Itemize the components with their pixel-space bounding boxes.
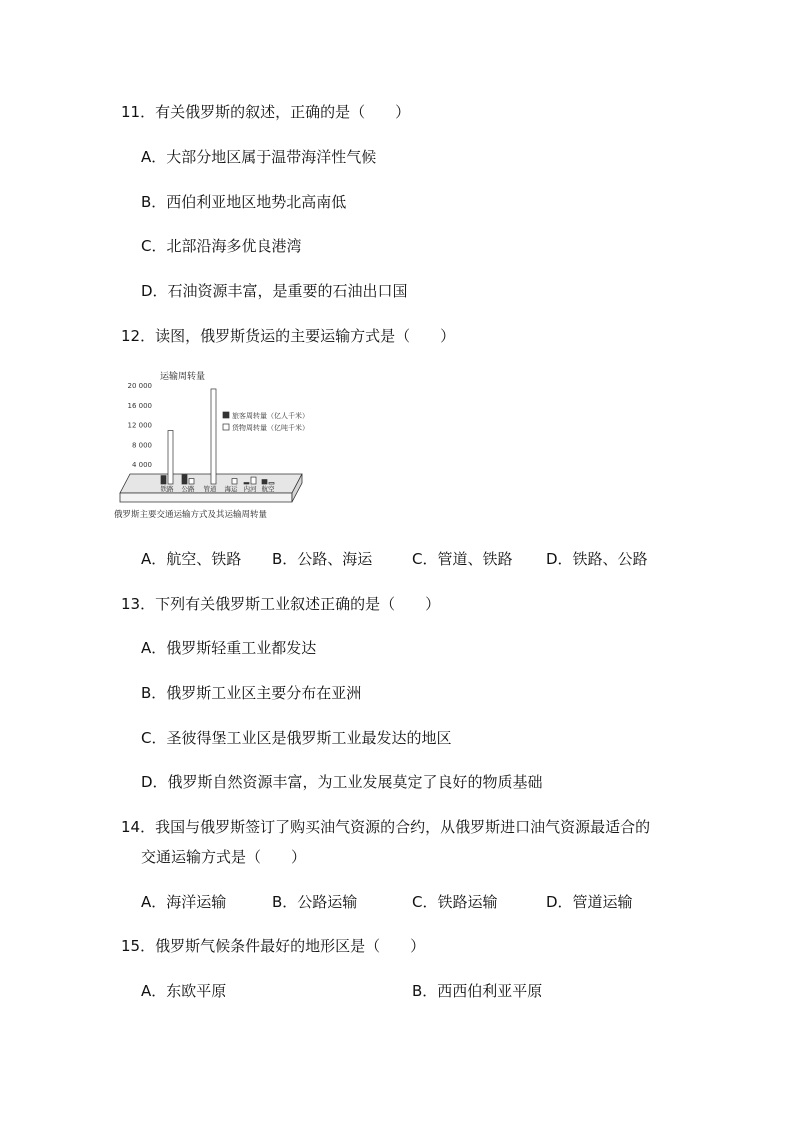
bar-passenger [244,483,249,484]
bar-passenger [161,476,166,484]
q14-option-a: A．海洋运输 [141,893,227,911]
x-tick-label: 航空 [261,485,275,493]
q14-option-b: B．公路运输 [272,893,358,911]
q14-stem-line2: 交通运输方式是（ ） [141,848,307,866]
legend-label: 货物周转量（亿吨千米） [232,424,309,432]
q13-option-b: B．俄罗斯工业区主要分布在亚洲 [141,684,362,702]
bar-freight [269,483,274,484]
q15-option-a: A．东欧平原 [141,982,227,1000]
bar-passenger [262,480,267,484]
q14-stem-line1: 14．我国与俄罗斯签订了购买油气资源的合约，从俄罗斯进口油气资源最适合的 [121,818,651,836]
bar-freight [232,479,237,484]
legend-label: 旅客周转量（亿人千米） [232,412,309,420]
chart-legend [223,411,309,432]
q11-option-c: C．北部沿海多优良港湾 [141,237,302,255]
chart-bars [161,389,274,484]
chart-y-ticks [128,382,153,489]
q12-option-b: B．公路、海运 [272,550,373,568]
q13-option-d: D．俄罗斯自然资源丰富，为工业发展莫定了良好的物质基础 [141,773,543,791]
q12-option-a: A．航空、铁路 [141,550,242,568]
q14-option-c: C．铁路运输 [412,893,498,911]
q12-option-d: D．铁路、公路 [546,550,648,568]
x-tick-label: 铁路 [160,485,174,493]
legend-swatch [223,424,229,430]
y-tick-label: 12 000 [127,421,152,430]
q11-stem: 11．有关俄罗斯的叙述，正确的是（ ） [121,103,411,121]
chart-title: 运输周转量 [160,372,206,382]
x-tick-label: 公路 [181,485,195,493]
chart-base-front [120,493,292,502]
q13-option-a: A．俄罗斯轻重工业都发达 [141,639,317,657]
y-tick-label: 16 000 [127,401,152,410]
x-tick-label: 海运 [224,485,238,493]
bar-freight [168,431,173,484]
bar-freight [211,389,216,484]
q11-option-b: B．西伯利亚地区地势北高南低 [141,193,347,211]
q12-stem: 12．读图，俄罗斯货运的主要运输方式是（ ） [121,327,456,345]
bar-freight [189,479,194,484]
q13-stem: 13．下列有关俄罗斯工业叙述正确的是（ ） [121,595,441,613]
y-tick-label: 4 000 [131,461,152,470]
y-tick-label: 8 000 [131,441,152,450]
chart-caption: 俄罗斯主要交通运输方式及其运输周转量 [114,510,268,520]
bar-passenger [182,475,187,484]
transport-chart [112,366,312,526]
q11-option-a: A．大部分地区属于温带海洋性气候 [141,148,377,166]
bar-freight [251,477,256,484]
x-tick-label: 内河 [243,485,257,493]
q15-option-b: B．西西伯利亚平原 [412,982,543,1000]
q14-option-d: D．管道运输 [546,893,633,911]
q15-stem: 15．俄罗斯气候条件最好的地形区是（ ） [121,937,426,955]
q11-option-d: D．石油资源丰富，是重要的石油出口国 [141,282,408,300]
q13-option-c: C．圣彼得堡工业区是俄罗斯工业最发达的地区 [141,729,452,747]
q12-option-c: C．管道、铁路 [412,550,513,568]
y-tick-label: 20 000 [127,382,152,390]
legend-swatch [223,412,229,418]
x-tick-label: 管道 [203,485,217,493]
